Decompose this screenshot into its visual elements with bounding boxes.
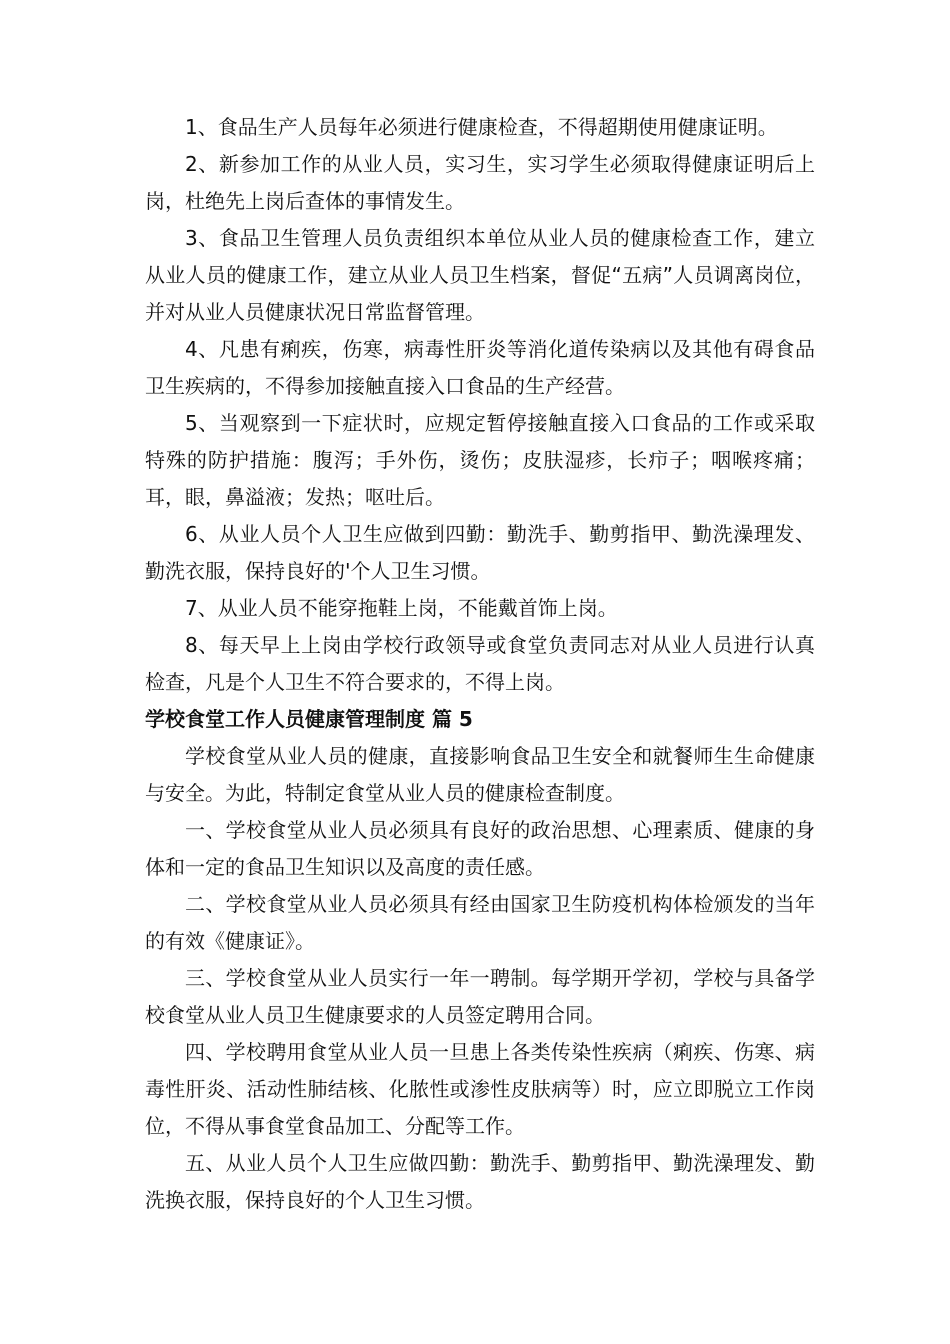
paragraph-rule-4: 四、学校聘用食堂从业人员一旦患上各类传染性疾病（痢疾、伤寒、病毒性肝炎、活动性肺结核、化脓性或渗性皮肤病等）时，应立即脱立工作岗位，不得从事食堂食品加工、分配等工作。	[145, 1040, 815, 1138]
paragraph-intro: 学校食堂从业人员的健康，直接影响食品卫生安全和就餐师生生命健康与安全。为此，特制定食堂从业人员的健康检查制度。	[145, 744, 815, 805]
paragraph-rule-2: 二、学校食堂从业人员必须具有经由国家卫生防疫机构体检颁发的当年的有效《健康证》。	[145, 892, 815, 953]
document-page	[145, 109, 815, 1219]
section-heading: 学校食堂工作人员健康管理制度 篇 5	[145, 707, 473, 731]
paragraph-item-8: 8、每天早上上岗由学校行政领导或食堂负责同志对从业人员进行认真检查，凡是个人卫生不符合要求的，不得上岗。	[145, 633, 815, 694]
paragraph-item-3: 3、食品卫生管理人员负责组织本单位从业人员的健康检查工作，建立从业人员的健康工作，建立从业人员卫生档案，督促“五病”人员调离岗位，并对从业人员健康状况日常监督管理。	[145, 226, 815, 324]
paragraph-item-1: 1、食品生产人员每年必须进行健康检查，不得超期使用健康证明。	[185, 115, 778, 139]
paragraph-rule-3: 三、学校食堂从业人员实行一年一聘制。每学期开学初，学校与具备学校食堂从业人员卫生健康要求的人员签定聘用合同。	[145, 966, 815, 1027]
paragraph-item-2: 2、新参加工作的从业人员，实习生，实习学生必须取得健康证明后上岗，杜绝先上岗后查体的事情发生。	[145, 152, 815, 213]
paragraph-rule-1: 一、学校食堂从业人员必须具有良好的政治思想、心理素质、健康的身体和一定的食品卫生知识以及高度的责任感。	[145, 818, 815, 879]
paragraph-item-4: 4、凡患有痢疾，伤寒，病毒性肝炎等消化道传染病以及其他有碍食品卫生疾病的，不得参加接触直接入口食品的生产经营。	[145, 337, 815, 398]
paragraph-item-7: 7、从业人员不能穿拖鞋上岗，不能戴首饰上岗。	[185, 596, 618, 620]
paragraph-rule-5: 五、从业人员个人卫生应做四勤：勤洗手、勤剪指甲、勤洗澡理发、勤洗换衣服，保持良好的个人卫生习惯。	[145, 1151, 815, 1212]
paragraph-item-6: 6、从业人员个人卫生应做到四勤：勤洗手、勤剪指甲、勤洗澡理发、勤洗衣服，保持良好的'个人卫生习惯。	[145, 522, 815, 583]
paragraph-item-5: 5、当观察到一下症状时，应规定暂停接触直接入口食品的工作或采取特殊的防护措施：腹泻；手外伤，烫伤；皮肤湿疹，长疖子；咽喉疼痛；耳，眼，鼻溢液；发热；呕吐后。	[145, 411, 815, 509]
